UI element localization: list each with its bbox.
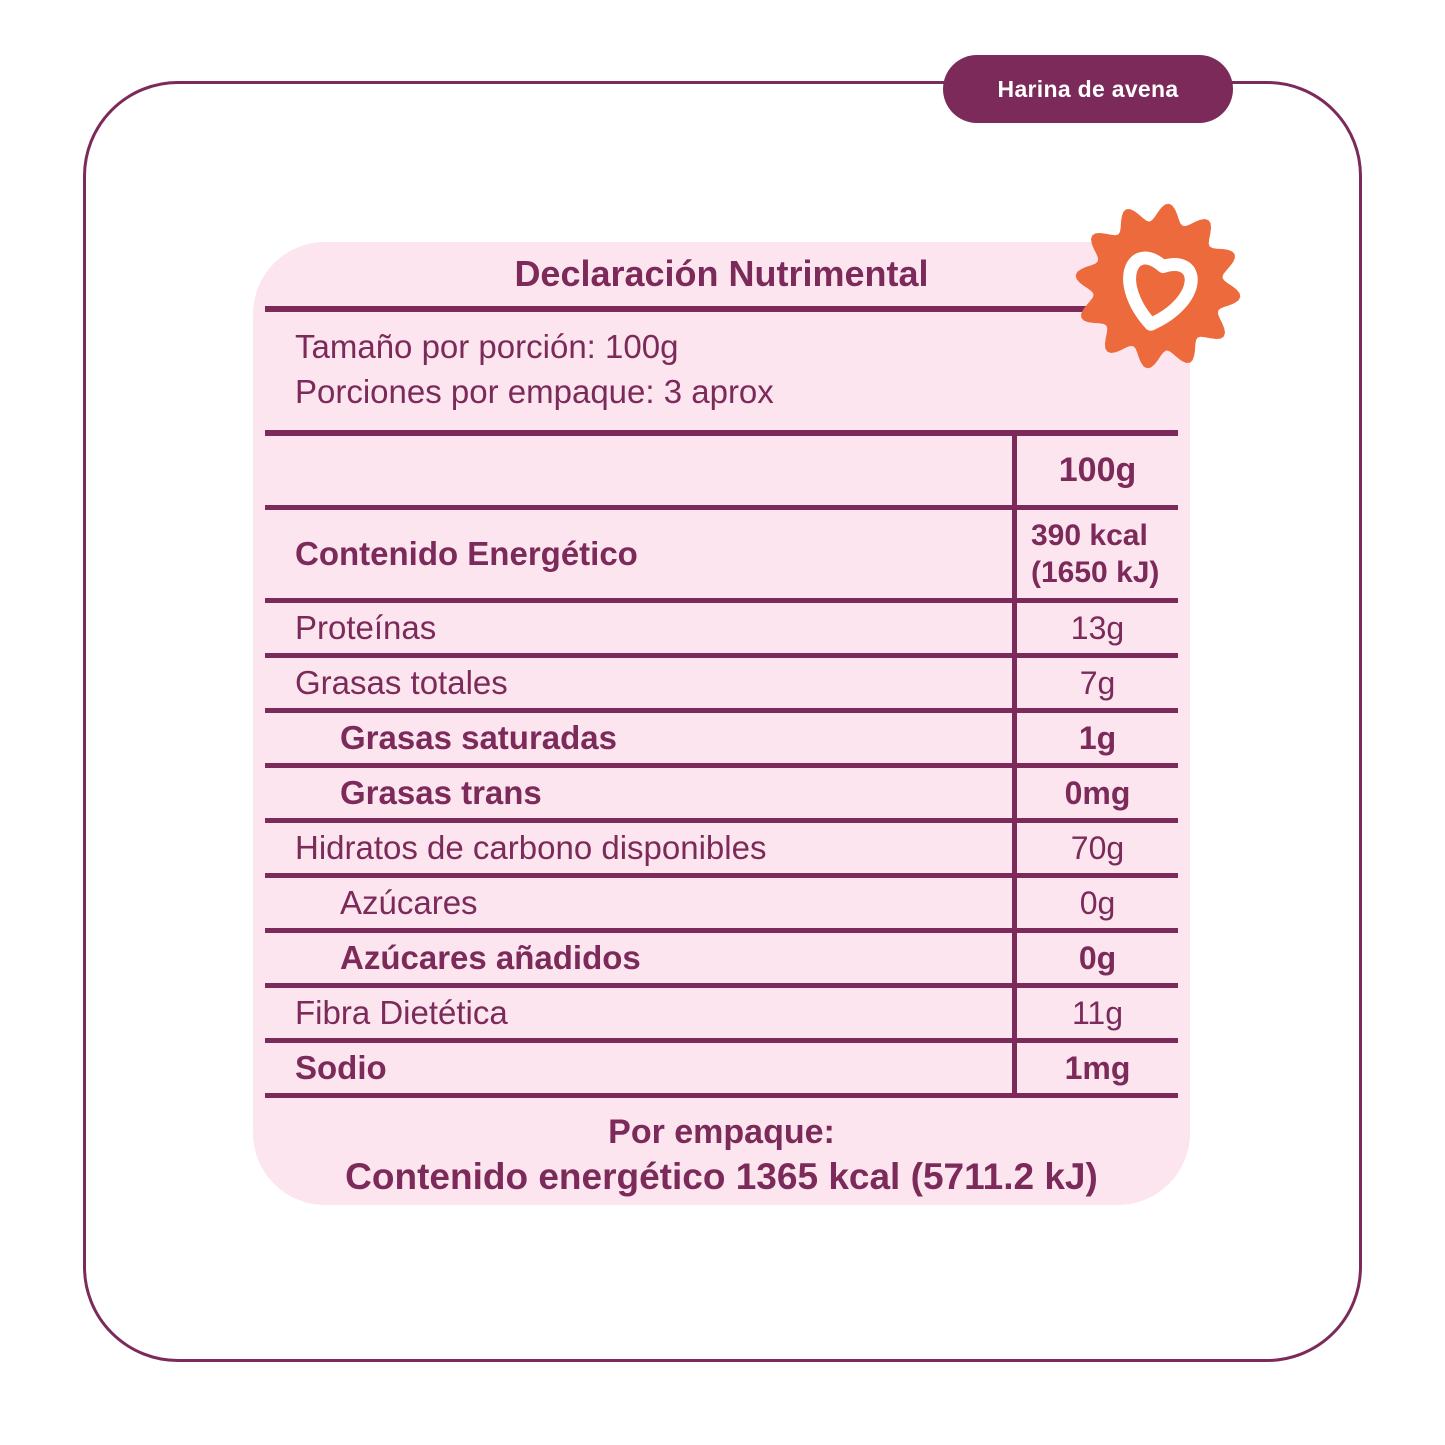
row-value <box>1012 933 1178 983</box>
column-header-spacer <box>265 436 1012 505</box>
row-value <box>1012 1043 1178 1093</box>
row-label: Grasas trans <box>340 774 542 811</box>
heart-seal-flower-path <box>1076 204 1241 369</box>
row-label: Grasas totales <box>295 664 508 701</box>
servings-per-pack-line: Porciones por empaque: 3 aprox <box>295 373 774 410</box>
row-value <box>1012 713 1178 763</box>
row-value-line: 1mg <box>1064 1049 1131 1086</box>
nutrition-row-grasas-saturadas <box>265 713 1178 768</box>
row-value <box>1012 988 1178 1038</box>
product-name-label: Harina de avena <box>997 75 1179 102</box>
per-package-footer <box>265 1098 1178 1200</box>
row-value <box>1012 510 1178 598</box>
row-label: Contenido Energético <box>295 535 638 572</box>
nutrition-row-contenido-energetico <box>265 510 1178 603</box>
column-header-row <box>265 436 1178 510</box>
nutrition-row-proteinas <box>265 603 1178 658</box>
heart-seal-icon <box>1070 198 1246 374</box>
row-value-line: 1g <box>1078 719 1117 756</box>
panel-title-row <box>265 242 1178 312</box>
per-package-heading: Por empaque: <box>608 1113 835 1151</box>
row-label: Grasas saturadas <box>340 719 618 756</box>
row-value <box>1012 823 1178 873</box>
serving-info <box>265 312 1178 436</box>
row-label: Azúcares añadidos <box>340 939 641 976</box>
row-label: Azúcares <box>340 884 478 921</box>
nutrition-panel <box>253 242 1190 1205</box>
row-value-line: 390 kcal <box>1031 519 1148 552</box>
row-value-line: 13g <box>1070 609 1125 646</box>
nutrition-table <box>265 436 1178 1098</box>
row-value-line: 0g <box>1078 939 1117 976</box>
row-value <box>1012 878 1178 928</box>
nutrition-row-grasas-totales <box>265 658 1178 713</box>
panel-title: Declaración Nutrimental <box>514 253 929 294</box>
nutrition-row-fibra-dietetica <box>265 988 1178 1043</box>
serving-size-line: Tamaño por porción: 100g <box>295 328 679 365</box>
row-value-line: 0g <box>1079 884 1116 921</box>
row-value <box>1012 658 1178 708</box>
product-name-badge <box>943 55 1233 123</box>
row-label: Proteínas <box>295 609 437 646</box>
row-label: Fibra Dietética <box>295 994 508 1031</box>
row-value-line: (1650 kJ) <box>1031 556 1160 589</box>
column-header-value: 100g <box>1012 436 1178 505</box>
row-value-line: 7g <box>1079 664 1116 701</box>
nutrition-row-hidratos-de-carbono-disponibles <box>265 823 1178 878</box>
nutrition-row-grasas-trans <box>265 768 1178 823</box>
row-value <box>1012 768 1178 818</box>
row-value <box>1012 603 1178 653</box>
nutrition-row-azucares <box>265 878 1178 933</box>
row-value-line: 11g <box>1071 994 1123 1031</box>
row-value-line: 70g <box>1070 829 1125 866</box>
nutrition-row-azucares-anadidos <box>265 933 1178 988</box>
per-package-energy: Contenido energético 1365 kcal (5711.2 kJ) <box>345 1156 1098 1197</box>
row-value-line: 0mg <box>1064 774 1131 811</box>
row-label: Hidratos de carbono disponibles <box>295 829 767 866</box>
nutrition-row-sodio <box>265 1043 1178 1098</box>
row-label: Sodio <box>295 1049 387 1086</box>
